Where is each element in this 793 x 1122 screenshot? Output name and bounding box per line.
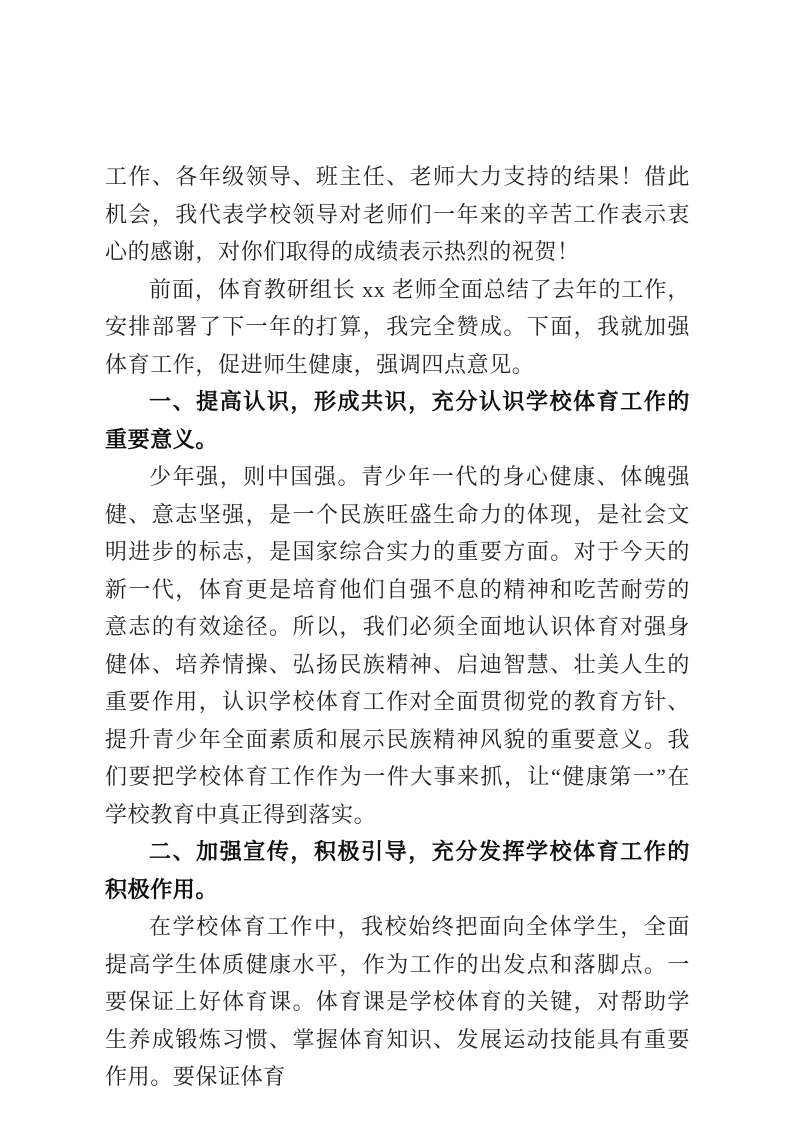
section-heading-1: 一、提高认识，形成共识，充分认识学校体育工作的重要意义。 bbox=[105, 389, 690, 452]
paragraph-intro: 前面，体育教研组长 xx 老师全面总结了去年的工作，安排部署了下一年的打算，我完全赞成。下面，我就加强体育工作，促进师生健康，强调四点意见。 bbox=[105, 276, 690, 377]
paragraph-section-1-body: 少年强，则中国强。青少年一代的身心健康、体魄强健、意志坚强，是一个民族旺盛生命力的体现，是社会文明进步的标志，是国家综合实力的重要方面。对于今天的新一代，体育更是培育他们自强不息的精神和吃苦耐劳的意志的有效途径。所以，我们必须全面地认识体育对强身健体、培养情操、弘扬民族精神、启迪智慧、壮美人生的重要作用，认识学校体育工作对全面贯彻党的教育方针、提升青少年全面素质和展示民族精神风貌的重要意义。我们要把学校体育工作作为一件大事来抓，让“健康第一”在学校教育中真正得到落实。 bbox=[105, 464, 690, 827]
paragraph-section-2-body: 在学校体育工作中，我校始终把面向全体学生，全面提高学生体质健康水平，作为工作的出发点和落脚点。一要保证上好体育课。体育课是学校体育的关键，对帮助学生养成锻炼习惯、掌握体育知识、发展运动技能具有重要作用。要保证体育 bbox=[105, 914, 690, 1089]
section-heading-2: 二、加强宣传，积极引导，充分发挥学校体育工作的积极作用。 bbox=[105, 839, 690, 902]
paragraph-continuation: 工作、各年级领导、班主任、老师大力支持的结果！借此机会，我代表学校领导对老师们一年来的辛苦工作表示衷心的感谢，对你们取得的成绩表示热烈的祝贺！ bbox=[105, 164, 690, 264]
